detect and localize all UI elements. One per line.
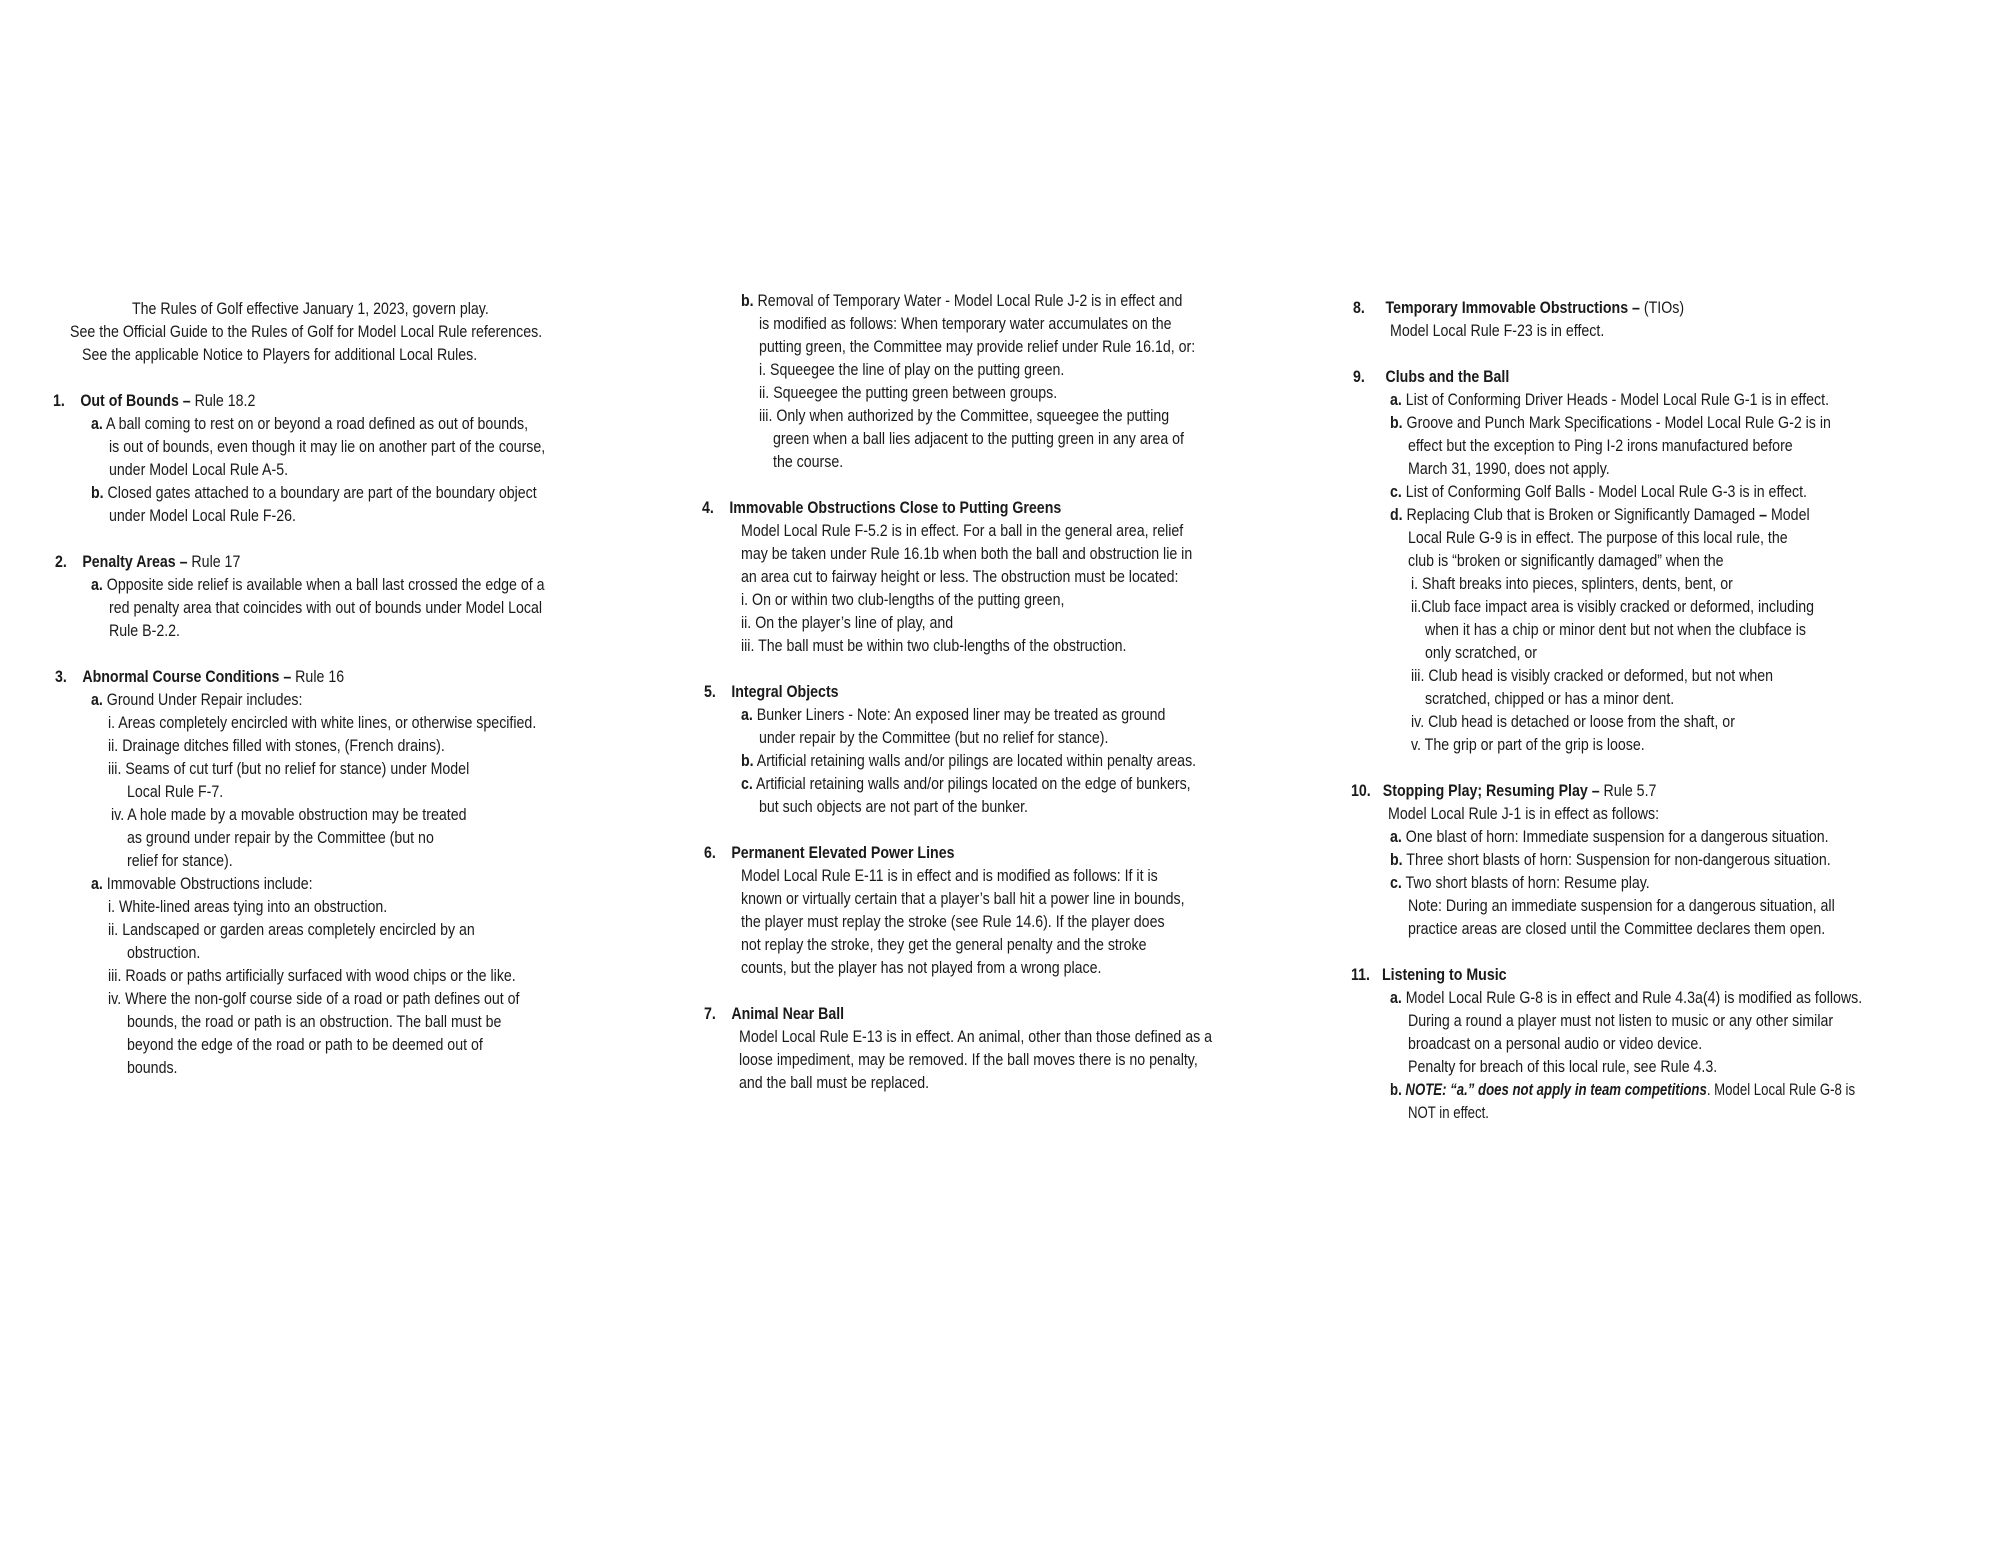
list-item: a. A ball coming to rest on or beyond a road defined as out of bounds, <box>91 415 529 433</box>
list-item: b. NOTE: “a.” does not apply in team competitions. Model Local Rule G-8 is <box>1390 1081 1856 1099</box>
sub-item: ii. Landscaped or garden areas completely encircled by an <box>108 921 475 939</box>
sub-item-cont: as ground under repair by the Committee (but no <box>127 829 434 847</box>
body-line: iii. The ball must be within two club-lengths of the obstruction. <box>741 637 1127 655</box>
sub-item-cont: bounds, the road or path is an obstruction. The ball must be <box>127 1013 502 1031</box>
sub-item: i. White-lined areas tying into an obstruction. <box>108 898 388 916</box>
list-item: b. Groove and Punch Mark Specifications - Model Local Rule G-2 is in <box>1390 414 1831 432</box>
sub-item: iii. Only when authorized by the Committee, squeegee the putting <box>759 407 1170 425</box>
sub-item-cont: beyond the edge of the road or path to be deemed out of <box>127 1036 483 1054</box>
sub-item: iv. Club head is detached or loose from the shaft, or <box>1411 713 1735 731</box>
list-item-cont: but such objects are not part of the bunker. <box>759 798 1029 816</box>
list-item-cont: March 31, 1990, does not apply. <box>1408 460 1610 478</box>
list-item-cont: During a round a player must not listen to music or any other similar <box>1408 1012 1834 1030</box>
section-heading: 2. Penalty Areas – Rule 17 <box>55 553 241 571</box>
list-item: a. One blast of horn: Immediate suspension for a dangerous situation. <box>1390 828 1829 846</box>
body-line: known or virtually certain that a player’s ball hit a power line in bounds, <box>741 890 1185 908</box>
body-line: not replay the stroke, they get the general penalty and the stroke <box>741 936 1147 954</box>
sub-item: iii. Roads or paths artificially surfaced with wood chips or the like. <box>108 967 516 985</box>
body-line: Model Local Rule E-13 is in effect. An animal, other than those defined as a <box>739 1028 1213 1046</box>
section-heading: 10. Stopping Play; Resuming Play – Rule 5.7 <box>1351 782 1657 800</box>
list-item: c. Two short blasts of horn: Resume play. <box>1390 874 1650 892</box>
sub-item: i. Shaft breaks into pieces, splinters, dents, bent, or <box>1411 575 1733 593</box>
list-item: c. Artificial retaining walls and/or pilings located on the edge of bunkers, <box>741 775 1191 793</box>
section-heading: 4. Immovable Obstructions Close to Putting Greens <box>702 499 1062 517</box>
list-item: a. Immovable Obstructions include: <box>91 875 313 893</box>
body-line: loose impediment, may be removed. If the ball moves there is no penalty, <box>739 1051 1198 1069</box>
sub-item: i. Areas completely encircled with white lines, or otherwise specified. <box>108 714 537 732</box>
list-item-cont: under repair by the Committee (but no relief for stance). <box>759 729 1109 747</box>
sub-item-cont: the course. <box>773 453 844 471</box>
list-item-cont: effect but the exception to Ping I-2 irons manufactured before <box>1408 437 1793 455</box>
section-heading: 3. Abnormal Course Conditions – Rule 16 <box>55 668 345 686</box>
sub-item-cont: Local Rule F-7. <box>127 783 224 801</box>
body-line: Model Local Rule J-1 is in effect as follows: <box>1388 805 1660 823</box>
section-heading: 8. Temporary Immovable Obstructions – (TIOs) <box>1353 299 1685 317</box>
list-item-cont: is out of bounds, even though it may lie on another part of the course, <box>109 438 546 456</box>
list-item: d. Replacing Club that is Broken or Significantly Damaged – Model <box>1390 506 1810 524</box>
body-line: the player must replay the stroke (see Rule 14.6). If the player does <box>741 913 1165 931</box>
sub-item: i. Squeegee the line of play on the putting green. <box>759 361 1065 379</box>
sub-item: ii. Squeegee the putting green between groups. <box>759 384 1058 402</box>
list-item-cont: Rule B-2.2. <box>109 622 180 640</box>
list-item-cont: red penalty area that coincides with out of bounds under Model Local <box>109 599 543 617</box>
sub-item-cont: only scratched, or <box>1425 644 1538 662</box>
list-item: a. List of Conforming Driver Heads - Model Local Rule G-1 is in effect. <box>1390 391 1830 409</box>
list-item-cont: NOT in effect. <box>1408 1104 1489 1122</box>
list-item-cont: is modified as follows: When temporary water accumulates on the <box>759 315 1172 333</box>
list-item-cont: putting green, the Committee may provide relief under Rule 16.1d, or: <box>759 338 1196 356</box>
list-item: c. List of Conforming Golf Balls - Model Local Rule G-3 is in effect. <box>1390 483 1807 501</box>
sub-item-cont: when it has a chip or minor dent but not when the clubface is <box>1425 621 1806 639</box>
sub-item: ii. Drainage ditches filled with stones, (French drains). <box>108 737 445 755</box>
body-line: and the ball must be replaced. <box>739 1074 930 1092</box>
list-item-cont: Penalty for breach of this local rule, see Rule 4.3. <box>1408 1058 1718 1076</box>
list-item: a. Model Local Rule G-8 is in effect and Rule 4.3a(4) is modified as follows. <box>1390 989 1863 1007</box>
intro-line: See the applicable Notice to Players for additional Local Rules. <box>82 346 478 364</box>
section-heading: 6. Permanent Elevated Power Lines <box>704 844 955 862</box>
body-line: may be taken under Rule 16.1b when both the ball and obstruction lie in <box>741 545 1193 563</box>
section-heading: 1. Out of Bounds – Rule 18.2 <box>53 392 256 410</box>
list-item: a. Opposite side relief is available when a ball last crossed the edge of a <box>91 576 545 594</box>
sub-item: iv. Where the non-golf course side of a road or path defines out of <box>108 990 520 1008</box>
body-line: Model Local Rule E-11 is in effect and is modified as follows: If it is <box>741 867 1158 885</box>
body-line: ii. On the player’s line of play, and <box>741 614 954 632</box>
list-item: b. Three short blasts of horn: Suspension for non-dangerous situation. <box>1390 851 1831 869</box>
body-line: counts, but the player has not played from a wrong place. <box>741 959 1102 977</box>
section-heading: 9. Clubs and the Ball <box>1353 368 1510 386</box>
sub-item-cont: bounds. <box>127 1059 178 1077</box>
list-item: a. Ground Under Repair includes: <box>91 691 303 709</box>
list-item: b. Closed gates attached to a boundary are part of the boundary object <box>91 484 537 502</box>
body-line: Model Local Rule F-23 is in effect. <box>1390 322 1605 340</box>
sub-item-cont: scratched, chipped or has a minor dent. <box>1425 690 1675 708</box>
sub-item: v. The grip or part of the grip is loose. <box>1411 736 1645 754</box>
list-item-cont: under Model Local Rule A-5. <box>109 461 289 479</box>
note-line: Note: During an immediate suspension for a dangerous situation, all <box>1408 897 1835 915</box>
section-heading: 5. Integral Objects <box>704 683 839 701</box>
list-item-cont: club is “broken or significantly damaged” when the <box>1408 552 1724 570</box>
body-line: Model Local Rule F-5.2 is in effect. For a ball in the general area, relief <box>741 522 1184 540</box>
intro-line: The Rules of Golf effective January 1, 2023, govern play. <box>132 300 489 318</box>
list-item-cont: under Model Local Rule F-26. <box>109 507 296 525</box>
list-item: a. Bunker Liners - Note: An exposed liner may be treated as ground <box>741 706 1166 724</box>
body-line: an area cut to fairway height or less. The obstruction must be located: <box>741 568 1179 586</box>
sub-item-cont: obstruction. <box>127 944 201 962</box>
list-item: b. Artificial retaining walls and/or pilings are located within penalty areas. <box>741 752 1197 770</box>
sub-item: iii. Club head is visibly cracked or deformed, but not when <box>1411 667 1774 685</box>
body-line: i. On or within two club-lengths of the putting green, <box>741 591 1065 609</box>
section-heading: 7. Animal Near Ball <box>704 1005 845 1023</box>
sub-item-cont: green when a ball lies adjacent to the putting green in any area of <box>773 430 1185 448</box>
section-heading: 11. Listening to Music <box>1351 966 1507 984</box>
list-item-cont: broadcast on a personal audio or video device. <box>1408 1035 1703 1053</box>
list-item: b. Removal of Temporary Water - Model Local Rule J-2 is in effect and <box>741 292 1183 310</box>
sub-item: iii. Seams of cut turf (but no relief for stance) under Model <box>108 760 470 778</box>
sub-item: iv. A hole made by a movable obstruction may be treated <box>111 806 467 824</box>
sub-item-cont: relief for stance). <box>127 852 233 870</box>
note-line: practice areas are closed until the Committee declares them open. <box>1408 920 1826 938</box>
list-item-cont: Local Rule G-9 is in effect. The purpose of this local rule, the <box>1408 529 1788 547</box>
sub-item: ii.Club face impact area is visibly cracked or deformed, including <box>1411 598 1815 616</box>
intro-line: See the Official Guide to the Rules of Golf for Model Local Rule references. <box>70 323 543 341</box>
